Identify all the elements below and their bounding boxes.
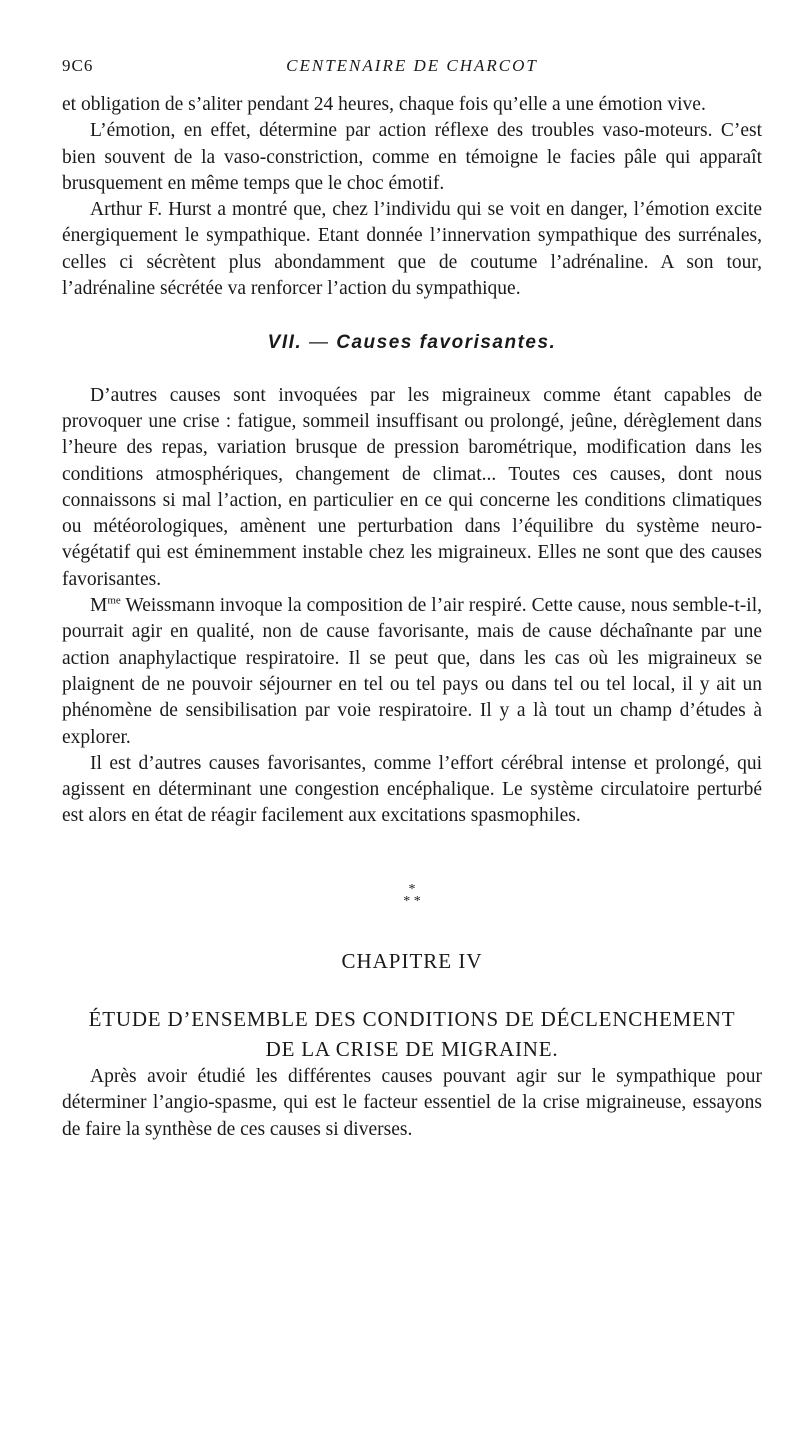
chapter-title	[62, 1004, 762, 1064]
page-number: 9C6	[62, 56, 94, 75]
chapter-title-line-1: ÉTUDE D’ENSEMBLE DES CONDITIONS DE DÉCLENCHEMENT	[88, 1007, 736, 1032]
paragraph-emotion: L’émotion, en effet, détermine par action réflexe des troubles vaso-moteurs. C’est bien souvent de la vaso-constriction, comme en témoigne le facies pâle qui apparaît brusquement en même temps que le choc émotif.	[62, 120, 762, 194]
asterism-top: *	[408, 881, 416, 897]
section-heading	[62, 330, 762, 356]
weissmann-text: Weissmann invoque la composition de l’air respiré. Cette cause, nous semble-t-il, pourrait agir en qualité, non de cause favorisante, mais de cause déchaînante par une action anaphylactique respiratoire. Il se peut que, dans les cas où les migraineux se plaignent de ne pouvoir séjourner en tel ou tel pays ou dans tel ou tel local, il y ait un phénomène de sensibilisation par voie respiratoire. Il y a là tout un champ d’études à explorer.	[62, 595, 762, 748]
chapter-title-line-2: DE LA CRISE DE MIGRAINE.	[265, 1037, 559, 1062]
paragraph-weissmann	[62, 593, 762, 751]
book-page	[0, 56, 800, 1446]
weissmann-prefix: M	[90, 595, 108, 617]
running-head	[62, 56, 762, 82]
paragraph-hurst: Arthur F. Hurst a montré que, chez l’individu qui se voit en danger, l’émotion excite énergiquement le sympathique. Etant donnée l’innervation sympathique des surrénales, celles ci sécrètent plus abondamment que de coutume l’adrénaline. A son tour, l’adrénaline sécrétée va renforcer l’action du sympathique.	[62, 199, 762, 300]
asterism	[62, 881, 762, 909]
paragraph-chapter-intro: Après avoir étudié les différentes causes pouvant agir sur le sympathique pour déterminer l’angio-spasme, qui est le facteur essentiel de la crise migraineuse, essayons de faire la synthèse de ces causes si diverses.	[62, 1066, 762, 1140]
section-title: Causes favorisantes.	[336, 332, 557, 354]
paragraph-continued: et obligation de s’aliter pendant 24 heures, chaque fois qu’elle a une émotion vive.	[62, 94, 706, 115]
paragraph-other-causes: D’autres causes sont invoquées par les migraineux comme étant capables de provoquer une crise : fatigue, sommeil insuffisant ou prolongé, jeûne, dérèglement dans l’heure des repas, variation brusque de pression barométrique, modification dans les conditions atmosphériques, changement de climat... Toutes ces causes, dont nous connaissons si mal l’action, en particulier en ce qui concerne les conditions climatiques ou météorologiques, amènent une perturbation dans l’équilibre du système neuro-végétatif qui est éminemment instable chez les migraineux. Elles ne sont que des causes favorisantes.	[62, 384, 762, 590]
body-text	[62, 92, 762, 1143]
section-number: VII.	[267, 332, 303, 354]
running-title: CENTENAIRE DE CHARCOT	[286, 56, 538, 75]
chapter-label: CHAPITRE IV	[341, 948, 483, 973]
paragraph-effort-cerebral: Il est d’autres causes favorisantes, comme l’effort cérébral intense et prolongé, qui agissent en déterminant une congestion encéphalique. Le système circulatoire perturbé est alors en état de réagir facilement aux excitations spasmophiles.	[62, 752, 762, 827]
section-dash: —	[308, 332, 330, 354]
asterism-bottom: * *	[403, 893, 421, 909]
weissmann-superscript: me	[107, 594, 121, 607]
